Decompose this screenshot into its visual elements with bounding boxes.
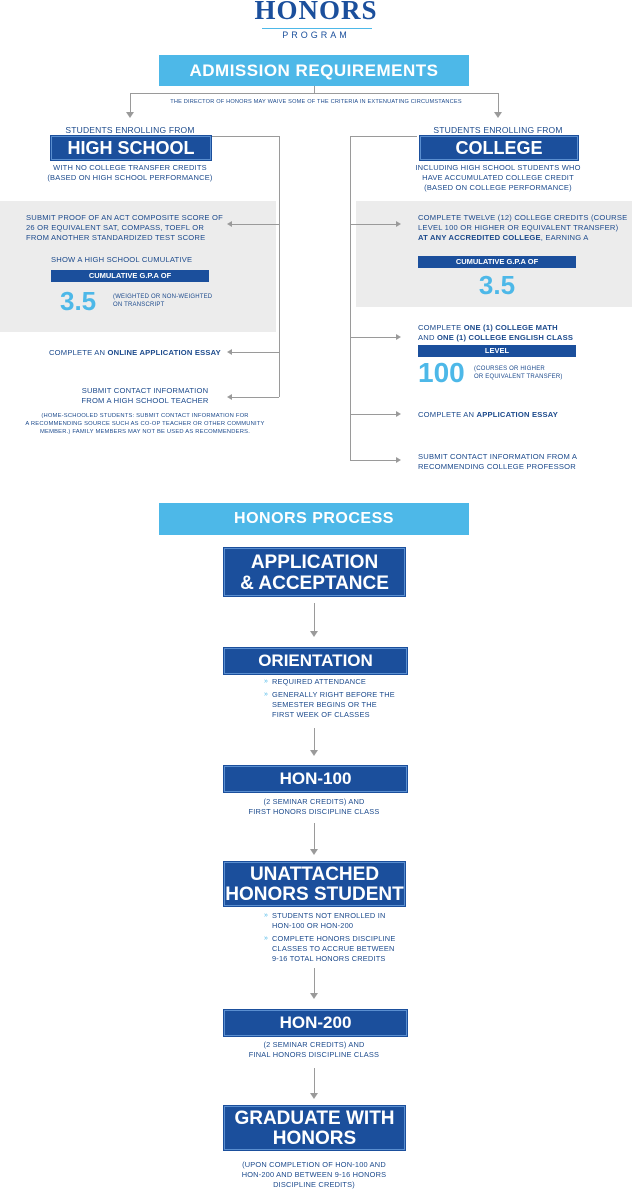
hs-gpa-bar [51, 270, 209, 282]
step-label: ORIENTATION [258, 651, 373, 670]
college-desc-line: (BASED ON COLLEGE PERFORMANCE) [424, 183, 572, 192]
college-desc-line: HAVE ACCUMULATED COLLEGE CREDIT [422, 173, 574, 182]
college-essay-text: COMPLETE AN [418, 410, 477, 419]
college-gpa-bar [418, 256, 576, 268]
admission-banner [159, 55, 469, 86]
connector [130, 93, 498, 94]
college-level-note-line: OR EQUIVALENT TRANSFER) [474, 374, 563, 380]
college-level-note [474, 365, 594, 381]
arrow-down [310, 849, 318, 855]
connector [350, 414, 396, 415]
step-label-line: UNATTACHED [249, 864, 380, 885]
college-math-emphasis: ONE (1) COLLEGE MATH [463, 323, 558, 332]
hs-gpa-note-line: ON TRANSCRIPT [113, 302, 165, 308]
hs-badge-label: HIGH SCHOOL [67, 138, 195, 158]
college-math-english [418, 323, 630, 343]
arrow-down [310, 993, 318, 999]
admission-title: ADMISSION REQUIREMENTS [189, 61, 439, 80]
college-credits-emphasis: AT ANY ACCREDITED COLLEGE [418, 233, 541, 242]
arrow-down [310, 1093, 318, 1099]
step-label-line: APPLICATION [250, 552, 379, 573]
college-contact-line: RECOMMENDING COLLEGE PROFESSOR [418, 462, 576, 471]
hs-essay-text: COMPLETE AN [49, 348, 108, 357]
college-level-note-line: (COURSES OR HIGHER [474, 366, 545, 372]
process-banner [159, 503, 469, 535]
step-hon-100 [224, 766, 407, 792]
waiver-note: THE DIRECTOR OF HONORS MAY WAIVE SOME OF THE CRITERIA IN EXTENUATING CIRCUMSTANCES [140, 98, 492, 106]
hs-show-gpa: SHOW A HIGH SCHOOL CUMULATIVE [51, 255, 193, 264]
list-item-text: SEMESTER BEGINS OR THE [272, 700, 377, 709]
college-desc [398, 163, 598, 193]
hs-desc [30, 163, 230, 183]
arrow-right [396, 334, 401, 340]
list-item-text: HON-100 OR HON-200 [272, 921, 354, 930]
hon-100-details [214, 797, 414, 817]
step-label-line: GRADUATE WITH [234, 1108, 395, 1129]
college-level-bar [418, 345, 576, 357]
arrow-down [310, 631, 318, 637]
detail-line: (2 SEMINAR CREDITS) AND [263, 797, 365, 806]
connector [350, 136, 351, 461]
college-level-value: 100 [418, 357, 465, 388]
hs-essay-emphasis: ONLINE APPLICATION ESSAY [107, 348, 221, 357]
logo-rule-left [262, 28, 372, 29]
hs-desc-line: (BASED ON HIGH SCHOOL PERFORMANCE) [47, 173, 213, 182]
connector [314, 823, 315, 849]
college-gpa-value: 3.5 [478, 270, 516, 300]
hs-gpa-note [113, 293, 233, 309]
college-contact [418, 452, 630, 472]
college-credits-line: LEVEL 100 OR HIGHER OR EQUIVALENT TRANSFER) [418, 223, 619, 232]
list-item-text: FIRST WEEK OF CLASSES [272, 710, 370, 719]
hs-homeschool-line: A RECOMMENDING SOURCE SUCH AS CO-OP TEACHER OR OTHER COMMUNITY [25, 421, 265, 427]
arrow-right [396, 221, 401, 227]
logo-sub: PROGRAM [282, 30, 350, 40]
connector [279, 136, 280, 397]
arrow-left [227, 349, 232, 355]
college-essay [418, 410, 630, 420]
logo [0, 0, 632, 46]
hs-gpa-value: 3.5 [60, 286, 97, 316]
list-item [264, 911, 414, 931]
college-desc-line: INCLUDING HIGH SCHOOL STUDENTS WHO [415, 163, 581, 172]
arrow-down [310, 750, 318, 756]
hs-homeschool-line: MEMBER.) FAMILY MEMBERS MAY NOT BE USED AS RECOMMENDERS. [39, 429, 251, 435]
hs-act-requirement [26, 213, 256, 243]
college-badge-label: COLLEGE [455, 138, 543, 158]
step-application-acceptance [224, 548, 405, 596]
hs-contact-line: SUBMIT CONTACT INFORMATION [81, 386, 209, 395]
detail-line: (2 SEMINAR CREDITS) AND [263, 1040, 365, 1049]
detail-line: HON-200 AND BETWEEN 9-16 HONORS [241, 1170, 387, 1179]
arrow-left [227, 394, 232, 400]
college-intro: STUDENTS ENROLLING FROM [433, 125, 563, 135]
step-label: HON-100 [279, 769, 352, 788]
hs-desc-line: WITH NO COLLEGE TRANSFER CREDITS [53, 163, 207, 172]
hon-200-details [214, 1040, 414, 1060]
list-item [264, 677, 414, 687]
step-graduate-with-honors [224, 1106, 405, 1150]
detail-line: DISCIPLINE CREDITS) [273, 1180, 355, 1189]
arrow-down [126, 112, 134, 118]
list-item [264, 934, 414, 964]
arrow-right [396, 411, 401, 417]
connector [350, 224, 396, 225]
graduate-details [214, 1160, 414, 1190]
college-credits-requirement [418, 213, 630, 243]
list-item [264, 690, 414, 720]
step-label-line: HONORS [272, 1128, 357, 1149]
connector [232, 352, 279, 353]
hs-contact-line: FROM A HIGH SCHOOL TEACHER [81, 396, 209, 405]
arrow-down [494, 112, 502, 118]
process-title: HONORS PROCESS [234, 510, 394, 527]
connector [232, 224, 279, 225]
hs-act-line: SUBMIT PROOF OF AN ACT COMPOSITE SCORE OF [26, 213, 223, 222]
detail-line: (UPON COMPLETION OF HON-100 AND [242, 1160, 386, 1169]
detail-line: FINAL HONORS DISCIPLINE CLASS [248, 1050, 380, 1059]
list-item-text: » GENERALLY RIGHT BEFORE THE [272, 690, 395, 699]
college-level-label: LEVEL [484, 346, 510, 355]
college-english-text: AND [418, 333, 437, 342]
college-essay-emphasis: APPLICATION ESSAY [476, 410, 558, 419]
hs-homeschool-line: (HOME-SCHOOLED STUDENTS: SUBMIT CONTACT INFORMATION FOR [41, 413, 249, 419]
connector [232, 397, 279, 398]
connector [498, 93, 499, 113]
hs-essay [49, 348, 249, 358]
hs-intro: STUDENTS ENROLLING FROM [65, 125, 195, 135]
list-item-text: » COMPLETE HONORS DISCIPLINE [272, 934, 396, 943]
hs-badge [51, 136, 211, 160]
connector [130, 93, 131, 113]
connector [350, 460, 396, 461]
hs-homeschool-note [0, 412, 290, 436]
hs-act-line: FROM ANOTHER STANDARDIZED TEST SCORE [26, 233, 206, 242]
hs-gpa-label: CUMULATIVE G.P.A OF [88, 271, 172, 280]
hs-gpa-note-line: (WEIGHTED OR NON-WEIGHTED [113, 294, 213, 300]
college-contact-line: SUBMIT CONTACT INFORMATION FROM A [418, 452, 578, 461]
arrow-left [227, 221, 232, 227]
list-item-text: REQUIRED ATTENDANCE [272, 677, 367, 686]
connector [314, 1068, 315, 1093]
unattached-details [264, 911, 414, 967]
step-label: HON-200 [279, 1013, 352, 1032]
logo-main: HONORS [254, 0, 378, 25]
detail-line: FIRST HONORS DISCIPLINE CLASS [248, 807, 380, 816]
step-orientation [224, 648, 407, 674]
list-item-text: » STUDENTS NOT ENROLLED IN [272, 911, 386, 920]
connector [314, 728, 315, 750]
college-math-text: COMPLETE [418, 323, 464, 332]
connector [314, 603, 315, 631]
list-item-text: 9-16 TOTAL HONORS CREDITS [272, 954, 386, 963]
connector [350, 136, 417, 137]
connector [314, 968, 315, 993]
college-gpa-label: CUMULATIVE G.P.A OF [455, 257, 539, 266]
college-credits-text: , EARNING A [540, 233, 589, 242]
arrow-right [396, 457, 401, 463]
hs-contact [45, 386, 245, 406]
college-badge [420, 136, 578, 160]
step-label-line: HONORS STUDENT [225, 884, 404, 905]
orientation-details [264, 677, 414, 723]
step-hon-200 [224, 1010, 407, 1036]
step-label-line: & ACCEPTANCE [240, 573, 389, 594]
college-credits-line: COMPLETE TWELVE (12) COLLEGE CREDITS (COURSE [418, 213, 628, 222]
connector [212, 136, 279, 137]
connector [350, 337, 396, 338]
list-item-text: CLASSES TO ACCRUE BETWEEN [272, 944, 395, 953]
hs-act-line: 26 OR EQUIVALENT SAT, COMPASS, TOEFL OR [26, 223, 205, 232]
college-english-emphasis: ONE (1) COLLEGE ENGLISH CLASS [436, 333, 574, 342]
step-unattached-honors-student [224, 862, 405, 906]
